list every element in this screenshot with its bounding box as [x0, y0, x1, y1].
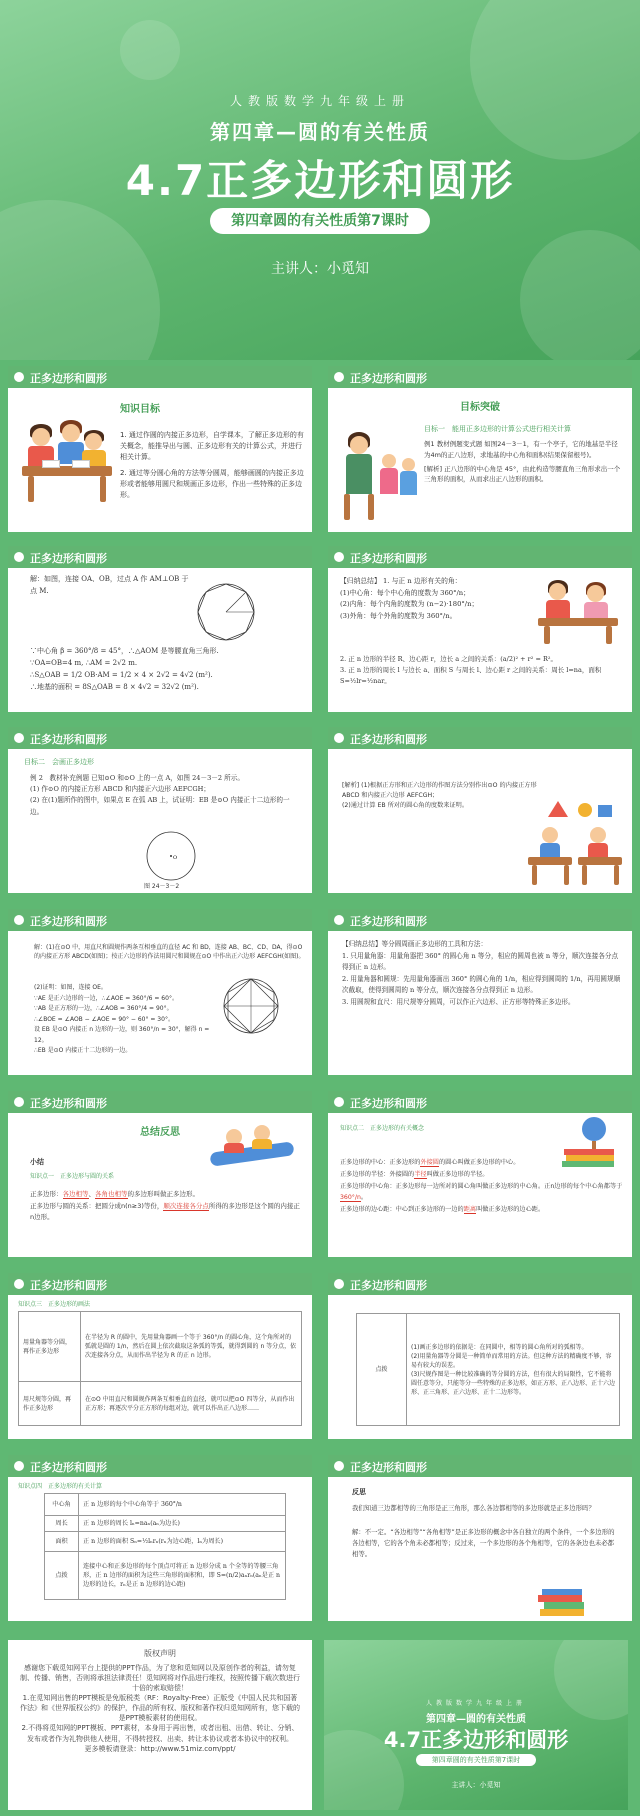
table-row — [357, 1314, 620, 1426]
table-cell: 在⊙O 中用直尺和圆规作两条互相垂直的直径，就可以把⊙O 四等分，从而作出正方形；再逐次平分正方形的每组对边，就可以作出正八边形…… — [81, 1382, 302, 1426]
proof-line: 设 EB 是⊙O 内接正 n 边形的一边，则 360°/n = 30°，解得 n = 12。 — [34, 1026, 210, 1044]
slide-solution-octagon — [8, 546, 312, 712]
analysis-text: [解析] (1)根据正方形和正六边形的作图方法分别作出⊙O 的内接正方形 ABCD 和内接正六边形 AEFCGH； — [342, 782, 537, 799]
bullet-icon — [14, 1097, 24, 1107]
example-text: 例1 教材例题变式题 如图24－3－1，有一个亭子，它的地基是半径为4m的正八边形，求地基的中心角和面积(结果保留根号)。 — [424, 440, 618, 459]
solution-intro: 解：如图，连接 OA、OB，过点 A 作 AM⊥OB 于点 M. — [30, 575, 189, 595]
lesson-badge: 第四章圆的有关性质第7课时 — [210, 208, 430, 234]
table-cell: 正 n 边形的每个中心角等于 360°/n — [79, 1494, 286, 1516]
method-item: 1. 只用量角器：用量角器把 360° 的圆心角 n 等分，相应的圆周也被 n 等分，顺次连接各分点得到正 n 边形。 — [342, 951, 619, 972]
copyright-paragraph: 感谢您下载觅知网平台上提供的PPT作品，为了您和觅知网以及原创作者的利益，请勿复制、传播、销售，否则将承担法律责任！觅知网将对作品进行维权，按照传播下载次数进行十倍的索取赔偿！ — [20, 1663, 300, 1692]
table-row — [19, 1312, 302, 1382]
method-title: 【归纳总结】等分圆周画正多边形的工具和方法： — [342, 940, 488, 948]
knowledge-point: 知识点三 正多边形的画法 — [18, 1301, 91, 1308]
copyright-title: 版权声明 — [144, 1649, 176, 1658]
proof-line: (2)证明：如图，连接 OE。 — [34, 984, 107, 991]
slide-header-title: 正多边形和圆形 — [350, 1279, 427, 1292]
section-heading: 目标突破 — [460, 402, 500, 413]
bullet-icon — [334, 915, 344, 925]
slide-polygon-concepts — [328, 1091, 632, 1257]
octagon-figure — [194, 580, 258, 644]
table-row — [45, 1532, 286, 1552]
slide-reflection — [328, 1455, 632, 1621]
tip-line: (2)用量角器等分圆是一种简单而常用的方法。但这种方法的精确度不够，容易有较大的误差。 — [411, 1352, 612, 1369]
slide-header-title: 正多边形和圆形 — [30, 1461, 107, 1474]
method-item: 3. 用圆规和直尺：用尺规等分圆周，可以作正六边形、正方形等特殊正多边形。 — [342, 997, 575, 1006]
slide-analysis-draw — [328, 727, 632, 893]
solution-line: ∵中心角 β = 360°/8 = 45°，∴△AOM 是等腰直角三角形. — [30, 647, 219, 655]
table-cell: 正 n 边形的面积 Sₙ=½lₙrₙ(rₙ为边心距，lₙ为周长) — [79, 1532, 286, 1552]
proof-line: ∵AB 是正方形的一边，∴∠AOB = 360°/4 = 90°。 — [34, 1005, 173, 1012]
books-illustration — [538, 1585, 588, 1617]
question-text: (1) 作⊙O 的内接正方形 ABCD 和内接正六边形 AEFCGH； — [30, 785, 210, 794]
bullet-icon — [334, 552, 344, 562]
concept-line: 正多边形的边心距：中心到正多边形的一边的距离叫做正多边形的边心距。 — [340, 1206, 545, 1214]
proof-line: ∵AE 是正六边形的一边，∴∠AOE = 360°/6 = 60°。 — [34, 994, 178, 1002]
proof-intro: 解：(1)在⊙O 中，用直尺和圆规作两条互相垂直的直径 AC 和 BD，连接 AB、BC、CD、DA，得⊙O 的内接正方形 ABCD(如图)；按正六边形的作法用圆尺和圆规在⊙O 中作出正六边形 AEFCGH(如图)。 — [34, 944, 305, 961]
drawing-methods-table — [18, 1311, 302, 1426]
bullet-icon — [14, 1461, 24, 1471]
slide-header-title: 正多边形和圆形 — [30, 733, 107, 746]
slide-header — [328, 1273, 632, 1295]
slide-header-title: 正多边形和圆形 — [30, 552, 107, 565]
slide-header — [8, 727, 312, 749]
decor-circle — [520, 230, 640, 360]
inscribed-polygons-figure — [220, 975, 282, 1037]
bullet-icon — [334, 1097, 344, 1107]
teacher-students-illustration — [340, 432, 420, 522]
table-header-cell: 用量角器等分圆，再作正多边形 — [19, 1312, 81, 1382]
concept-line: 正多边形的半径：外接圆的半径叫做正多边形的半径。 — [340, 1170, 489, 1178]
slide-knowledge-goals — [8, 366, 312, 532]
table-cell: 在半径为 R 的圆中，先用量角器画一个等于 360°/n 的圆心角，这个角所对的弧就是圆的 1/n，然后在圆上依次截取这条弧的等弧，就得到圆的 n 等分点，依次连接各分点，从而作出半径为 R 的正 n 边形。 — [81, 1312, 302, 1382]
slide-drawing-table — [8, 1273, 312, 1439]
study-illustration — [538, 576, 618, 646]
lesson-title: 4.7正多边形和圆形 — [125, 156, 515, 205]
slide-header — [8, 1091, 312, 1113]
slide-header-title: 正多边形和圆形 — [350, 552, 427, 565]
slide-header — [328, 727, 632, 749]
table-header-cell: 用尺规等分圆，再作正多边形 — [19, 1382, 81, 1426]
knowledge-point: 知识点四 正多边形的有关计算 — [18, 1483, 103, 1490]
summary-line: 正多边形与圆的关系：把圆分成n(n≥3)等份，顺次连接各分点所得的多边形是这个圆的内接正n边形。 — [30, 1201, 300, 1222]
slide-calculation-table — [8, 1455, 312, 1621]
copyright-paragraph: 1.在觅知网出售的PPT模板是免版税类（RF：Royalty-Free）正版受《中国人民共和国著作法》和《世界版权公约》的保护，作品的所有权、版权和著作权归觅知网所有，您下载的是PPT模板素材的使用权。 — [20, 1694, 300, 1723]
bullet-icon — [14, 372, 24, 382]
bullet-icon — [14, 915, 24, 925]
goal-label: 目标一 能用正多边形的计算公式进行相关计算 — [424, 425, 571, 433]
lesson-title: 4.7正多边形和圆形 — [383, 1728, 569, 1752]
slide-header — [328, 1091, 632, 1113]
table-row — [45, 1516, 286, 1532]
slide-header-title: 正多边形和圆形 — [30, 1097, 107, 1110]
pencil-kids-illustration — [204, 1121, 300, 1171]
concept-line: 正多边形的中心角：正多边形每一边所对的圆心角叫做正多边形的中心角。正n边形的每个中心角都等于360°/n。 — [340, 1182, 623, 1202]
figure-caption: 图 24－3－2 — [144, 883, 180, 890]
goal-paragraph: 1. 通过作圆的内接正多边形，自学课本，了解正多边形的有关概念，能推导出与圆、正多边形有关的计算公式，并进行相关计算。 — [120, 431, 304, 462]
slide-header — [328, 546, 632, 568]
summary-label: 小结 — [30, 1158, 44, 1166]
slide-header-title: 正多边形和圆形 — [350, 1097, 427, 1110]
section-heading: 总结反思 — [140, 1127, 180, 1138]
table-header-cell: 面积 — [45, 1532, 79, 1552]
summary-item: (3)外角：每个外角的度数为 360°/n。 — [340, 611, 457, 620]
slide-proof-dodecagon — [8, 909, 312, 1075]
solution-line: ∵OA=OB=4 m, ∴AM = 2√2 m. — [30, 658, 138, 667]
table-cell: 连接中心和正多边形的每个顶点可将正 n 边形分成 n 个全等的等腰三角形，正 n 边形的面积为这些三角形的面积和，即 S=(n/2)aₙrₙ(aₙ是正 n 边形的边长，rₙ是正 n 边形的边心距) — [79, 1552, 286, 1600]
tips-table — [356, 1313, 620, 1426]
summary-item: (1)中心角：每个中心角的度数为 360°/n； — [340, 588, 470, 597]
table-header-cell: 点拨 — [357, 1314, 407, 1426]
slide-header — [8, 1273, 312, 1295]
table-row — [45, 1552, 286, 1600]
slide-header — [8, 1455, 312, 1477]
bullet-icon — [334, 1279, 344, 1289]
table-header-cell: 点拨 — [45, 1552, 79, 1600]
table-header-cell: 周长 — [45, 1516, 79, 1532]
slide-header-title: 正多边形和圆形 — [30, 915, 107, 928]
slide-draw-polygons — [8, 727, 312, 893]
bullet-icon — [14, 552, 24, 562]
tip-line: (3)尺规作图是一种比较准确的等分圆的方法，但有很大的局限性，它不能将圆任意等分，只能等分一些特殊的正多边形，如正方形、正八边形、正十六边形、正三角形、正六边形、正十二边形等。 — [411, 1370, 616, 1396]
section-heading: 知识目标 — [120, 404, 160, 415]
slide-goal-breakthrough — [328, 366, 632, 532]
reflection-answer: 解：不一定。“各边相等”“各角相等”是正多边形的概念中各自独立的两个条件，一个多边形的各边相等，它的各个角未必都相等；反过来，一个多边形的各个角相等，它的各条边也未必都相等。 — [352, 1528, 615, 1559]
slide-drawing-methods — [328, 909, 632, 1075]
copyright-link[interactable]: 更多模板请登录：http://www.51miz.com/ppt/ — [84, 1744, 236, 1753]
table-cell: 正 n 边形的周长 lₙ=naₙ(aₙ为边长) — [79, 1516, 286, 1532]
circle-figure — [144, 829, 198, 883]
question-text: (2) 在(1)题所作的图中，如果点 E 在弧 AB 上，试证明：EB 是⊙O 内接正十二边形的一边。 — [30, 796, 290, 816]
summary-line: 正多边形：各边相等、各角也相等的多边形叫做正多边形。 — [30, 1190, 199, 1198]
reflection-question: 我们知道三边都相等的三角形是正三角形，那么各边都相等的多边形就是正多边形吗？ — [352, 1504, 595, 1512]
decor-circle — [120, 20, 180, 80]
goal-label: 目标二 会画正多边形 — [24, 758, 94, 766]
solution-line: ∴S△OAB = 1/2 OB·AM = 1/2 × 4 × 2√2 = 4√2 (m²). — [30, 670, 213, 679]
bullet-icon — [14, 1279, 24, 1289]
calculation-table — [44, 1493, 286, 1600]
summary-item: 3. 正 n 边形的周长 l 与边长 a、面积 S 与周长 l、边心距 r 之间的关系：周长 l=na，面积 S=½lr=½nar。 — [340, 666, 602, 686]
table-row — [19, 1382, 302, 1426]
goal-paragraph: 2. 通过等分圆心角的方法等分圆周，能够画圆的内接正多边形或者能够用圆尺和规画正多边形，作出一些特殊的正多边形。 — [120, 468, 304, 499]
grade-subtitle: 人教版数学九年级上册 — [425, 1700, 526, 1707]
decor-circle — [0, 200, 160, 360]
reflection-label: 反思 — [352, 1488, 366, 1496]
chapter-title: 第四章—圆的有关性质 — [426, 1714, 526, 1725]
slide-header — [8, 366, 312, 388]
students-illustration — [22, 416, 112, 506]
bullet-icon — [334, 1461, 344, 1471]
classroom-illustration — [528, 801, 624, 887]
slide-header — [8, 909, 312, 931]
title-slide — [0, 0, 640, 360]
slide-header — [328, 909, 632, 931]
speaker-name: 主讲人：小觅知 — [451, 1781, 501, 1789]
example-text: 例 2 教材补充例题 已知⊙O 和⊙O 上的一点 A，如图 24－3－2 所示。 — [30, 774, 244, 782]
copyright-slide — [8, 1640, 312, 1810]
table-cell — [407, 1314, 620, 1426]
concept-line: 正多边形的中心：正多边形的外接圆的圆心叫做正多边形的中心。 — [340, 1159, 520, 1166]
speaker-name: 主讲人：小觅知 — [271, 261, 369, 277]
slide-summary-angles — [328, 546, 632, 712]
knowledge-point: 知识点二 正多边形的有关概念 — [340, 1125, 425, 1132]
solution-line: ∴地基的面积 = 8S△OAB = 8 × 4√2 = 32√2 (m²). — [30, 682, 199, 691]
bullet-icon — [14, 733, 24, 743]
slide-header — [328, 1455, 632, 1477]
slide-header-title: 正多边形和圆形 — [30, 1279, 107, 1292]
bullet-icon — [334, 372, 344, 382]
slide-tips-table — [328, 1273, 632, 1439]
proof-line: ∴∠BOE = ∠AOB − ∠AOE = 90° − 60° = 30°。 — [34, 1015, 174, 1023]
slide-header-title: 正多边形和圆形 — [350, 1461, 427, 1474]
knowledge-point: 知识点一 正多边形与圆的关系 — [30, 1173, 115, 1180]
slide-header — [8, 546, 312, 568]
slide-header-title: 正多边形和圆形 — [350, 733, 427, 746]
grade-subtitle: 人教版数学九年级上册 — [229, 94, 410, 108]
bullet-icon — [334, 733, 344, 743]
chapter-title: 第四章—圆的有关性质 — [210, 120, 430, 144]
table-row — [45, 1494, 286, 1516]
svg-text:O: O — [173, 855, 178, 861]
slide-header-title: 正多边形和圆形 — [30, 372, 107, 385]
tip-line: (1)画正多边形的依据是：在同圆中，相等的圆心角所对的弧相等。 — [411, 1343, 588, 1351]
proof-line: ∴EB 是⊙O 内接正十二边形的一边。 — [34, 1047, 132, 1054]
method-item: 2. 用量角器和圆规：先用量角器画出 360° 的圆心角的 1/n，相应得到圆周的 1/n，再用圆规顺次截取，使得到圆周的 n 等分点，顺次连接各分点得到正 n 边形。 — [342, 974, 621, 995]
lesson-badge: 第四章圆的有关性质第7课时 — [416, 1754, 536, 1766]
analysis-text: (2)通过计算 EB 所对的圆心角的度数来证明。 — [342, 801, 469, 809]
summary-item: 2. 正 n 边形的半径 R、边心距 r，边长 a 之间的关系：(a/2)² + r² = R²。 — [340, 655, 557, 663]
summary-title: 【归纳总结】 1. 与正 n 边形有关的角： — [340, 577, 462, 585]
closing-slide — [324, 1640, 628, 1810]
slide-header — [328, 366, 632, 388]
slide-summary-reflection — [8, 1091, 312, 1257]
analysis-text: [解析] 正八边形的中心角是 45°，由此构造等腰直角三角形求出一个三角形的面积，从而求出正八边形的面积。 — [424, 464, 621, 484]
table-header-cell: 中心角 — [45, 1494, 79, 1516]
slide-header-title: 正多边形和圆形 — [350, 915, 427, 928]
slide-header-title: 正多边形和圆形 — [350, 372, 427, 385]
copyright-paragraph: 2.不得将觅知网的PPT模板、PPT素材，本身用于再出售，或者出租、出借、转让、分销、发布或者作为礼物供他人使用，不得转授权、出卖、转让本协议或者本协议中的权利。 — [21, 1724, 299, 1743]
summary-item: (2)内角：每个内角的度数为 (n−2)·180°/n； — [340, 600, 479, 609]
